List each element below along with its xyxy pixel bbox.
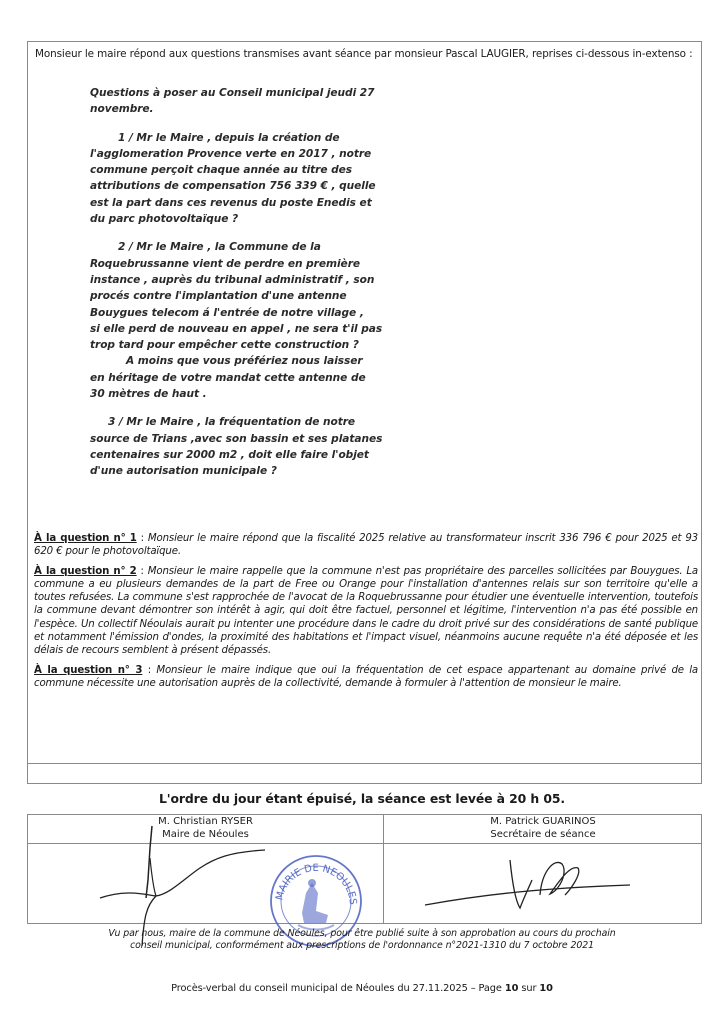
answer-3-text: Monsieur le maire indique que oui la fréquentation de cet espace appartenant au domaine privé de la commune nécessite une autorisation auprès de la collectivité, demande à formuler à l'attention de monsieur le maire. [34,664,698,689]
secretary-signature-icon [420,850,640,920]
mayor-role: Maire de Néoules [162,828,249,840]
question-1-line: l'agglomeration Provence verte en 2017 , notre [90,147,372,160]
questions-heading-line1: Questions à poser au Conseil municipal jeudi 27 [90,87,375,99]
question-3-line: d'une autorisation municipale ? [90,465,277,478]
question-2-line: si elle perd de nouveau en appel , ne sera t'il pas [90,322,383,335]
answers-block [34,532,698,696]
closing-statement: L'ordre du jour étant épuisé, la séance est levée à 20 h 05. [158,791,566,806]
approval-line1: Vu par nous, maire de la commune de Néoules, pour être publié suite à son approbation au cours du prochain [108,928,616,939]
question-2-line: 2 / Mr le Maire , la Commune de la [118,241,321,254]
content-frame [27,41,702,784]
table-row-divider [28,763,701,764]
answer-2-text: Monsieur le maire rappelle que la commune n'est pas propriétaire des parcelles sollicitées par Bouygues. La commune a eu plusieurs demandes de la part de Free ou Orange pour l'installation d'antennes relais sur son territoire qu'elle a toutes refusées. La commune s'est rapprochée de l'avocat de la Roquebrussanne pour étudier une éventuelle intervention, toutefois la commune devant démontrer son intérêt à agir, qui doit être factuel, personnel et légitime, l'intervention n'a pas été possible en l'espèce. Un collectif Néoulais aurait pu intenter une procédure dans le cadre du droit privé sur des considérations de santé publique et notamment l'émission d'ondes, la proximité des habitations et l'impact visuel, néanmoins aucune requête n'a été déposée et les délais de recours semblent à présent dépassés. [34,565,698,657]
question-2-line: instance , auprès du tribunal administratif , son [90,273,375,286]
question-2-line: 30 mètres de haut . [90,388,207,401]
answer-3 [34,664,698,691]
question-1 [90,130,410,228]
svg-text:MAIRIE DE NEOULES: MAIRIE DE NEOULES [274,862,359,906]
footer-text: Procès-verbal du conseil municipal de Néoules du 27.11.2025 – Page [171,983,505,994]
question-2-line: procés contre l'implantation d'une antenne [90,290,347,303]
intro-paragraph: Monsieur le maire répond aux questions transmises avant séance par monsieur Pascal LAUGIER, reprises ci-dessous in-extenso : [35,48,693,60]
question-1-line: commune perçoit chaque année au titre des [90,164,353,177]
question-2-line: A moins que vous préfériez nous laisser [126,355,363,368]
approval-line2: conseil municipal, conformément aux prescriptions de l'ordonnance n°2021-1310 du 7 octobre 2021 [130,940,594,952]
questions-heading [90,85,410,118]
question-3-line: source de Trians ,avec son bassin et ses platanes [90,432,383,445]
total-pages: 10 [539,983,553,994]
answer-3-label: À la question n° 3 [34,664,143,676]
page-footer [0,983,724,994]
answer-1 [34,532,698,559]
answer-1-label: À la question n° 1 [34,533,137,544]
secretary-name: M. Patrick GUARINOS [490,816,596,827]
questions-heading-line2: novembre. [90,103,154,116]
question-3 [90,414,410,479]
answer-separator: : [136,565,148,577]
question-3-line: centenaires sur 2000 m2 , doit elle faire l'objet [90,448,369,461]
question-2-line: trop tard pour empêcher cette construction ? [90,339,359,352]
current-page: 10 [504,983,519,994]
question-1-line: 1 / Mr le Maire , depuis la création de [118,131,340,144]
question-2-line: Roquebrussanne vient de perdre en première [90,257,361,270]
answer-1-text: Monsieur le maire répond que la fiscalité 2025 relative au transformateur inscrit 336 796 € pour 2025 et 93 620 € pour le photovoltaïque. [34,533,698,558]
footer-middle: sur [518,983,540,994]
mayor-name: M. Christian RYSER [158,816,253,827]
answer-separator: : [142,664,157,676]
secretary-role: Secrétaire de séance [490,828,596,840]
question-3-line: 3 / Mr le Maire , la fréquentation de notre [108,416,356,429]
approval-note [0,928,724,952]
question-1-line: du parc photovoltaïque ? [90,213,239,226]
secretary-signature-header [384,816,702,841]
question-2-line: en héritage de votre mandat cette antenne de [90,371,366,384]
answer-2 [34,565,698,658]
question-1-line: attributions de compensation 756 339 € , quelle [90,180,376,193]
question-2-line: Bouygues telecom á l'entrée de notre village , [90,306,364,319]
question-1-line: est la part dans ces revenus du poste Enedis et [90,196,372,209]
answer-2-label: À la question n° 2 [34,565,137,577]
answer-separator: : [136,533,148,544]
questions-block [90,85,410,492]
question-2 [90,239,410,402]
